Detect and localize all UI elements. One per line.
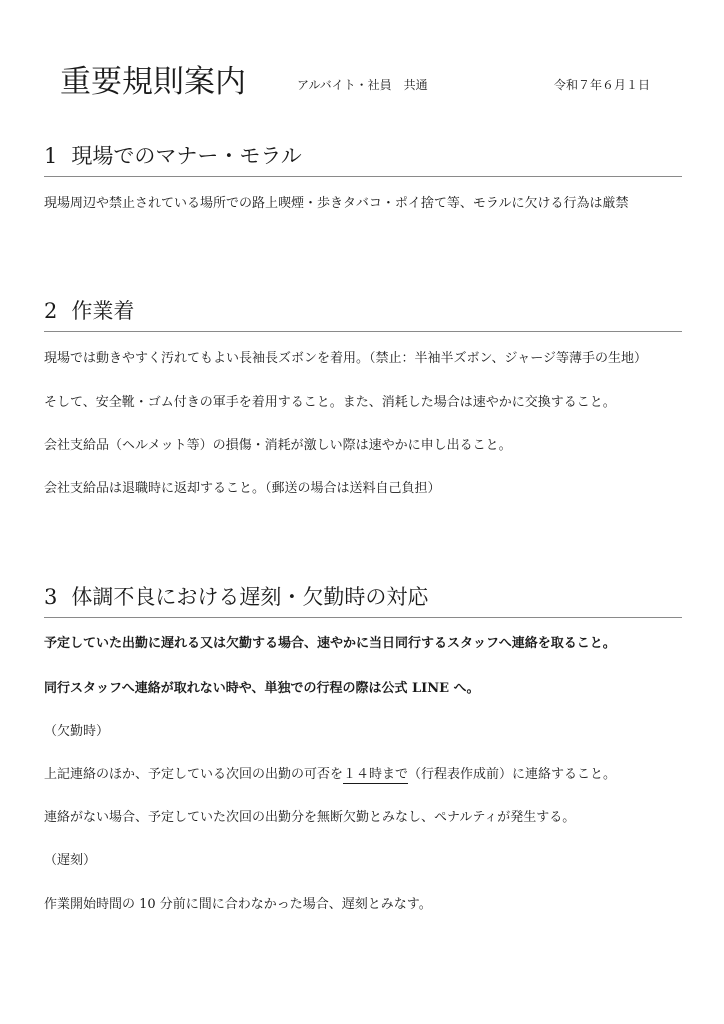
paragraph: そして、安全靴・ゴム付きの軍手を着用すること。また、消耗した場合は速やかに交換すること。 <box>44 395 616 410</box>
section-number: 1 <box>44 144 58 168</box>
paragraph: 現場では動きやすく汚れてもよい長袖長ズボンを着用。（禁止：半袖半ズボン、ジャージ等薄手の生地） <box>44 351 647 366</box>
section-title: 体調不良における遅刻・欠勤時の対応 <box>71 585 429 609</box>
section-illness-response <box>44 581 682 911</box>
absence-contact-rule <box>44 763 616 782</box>
document-header <box>0 56 724 100</box>
page-title: 重要規則案内 <box>60 64 246 100</box>
rule-text: 上記連絡のほか、予定している次回の出勤の可否を <box>44 767 344 782</box>
section-heading <box>44 581 682 618</box>
subheading-absence: （欠勤時） <box>44 724 110 739</box>
section-title: 作業着 <box>71 299 135 323</box>
issue-date: 令和７年６月１日 <box>554 78 651 92</box>
paragraph: 作業開始時間の 10 分前に間に合わなかった場合、遅刻とみなす。 <box>44 897 432 912</box>
paragraph: 現場周辺や禁止されている場所での路上喫煙・歩きタバコ・ポイ捨て等、モラルに欠ける行為は厳禁 <box>44 196 629 211</box>
rule-text: （行程表作成前）に連絡すること。 <box>408 767 617 782</box>
section-heading <box>44 295 682 332</box>
section-title: 現場でのマナー・モラル <box>71 144 302 168</box>
paragraph-bold: 予定していた出勤に遅れる又は欠勤する場合、速やかに当日同行するスタッフへ連絡を取ること。 <box>44 636 616 651</box>
section-workwear <box>44 295 682 505</box>
paragraph-bold: 同行スタッフへ連絡が取れない時や、単独での行程の際は公式 LINE へ。 <box>44 681 480 696</box>
deadline-underlined: １４時まで <box>343 767 409 782</box>
subheading-lateness: （遅刻） <box>44 853 97 868</box>
paragraph: 連絡がない場合、予定していた次回の出勤分を無断欠勤とみなし、ペナルティが発生する。 <box>44 810 576 825</box>
section-heading <box>44 140 682 177</box>
paragraph: 会社支給品（ヘルメット等）の損傷・消耗が激しい際は速やかに申し出ること。 <box>44 438 512 453</box>
section-manners <box>44 140 682 230</box>
paragraph: 会社支給品は退職時に返却すること。（郵送の場合は送料自己負担） <box>44 481 441 496</box>
audience-label: アルバイト・社員 共通 <box>297 78 428 92</box>
section-number: 2 <box>44 299 58 323</box>
section-number: 3 <box>44 585 58 609</box>
